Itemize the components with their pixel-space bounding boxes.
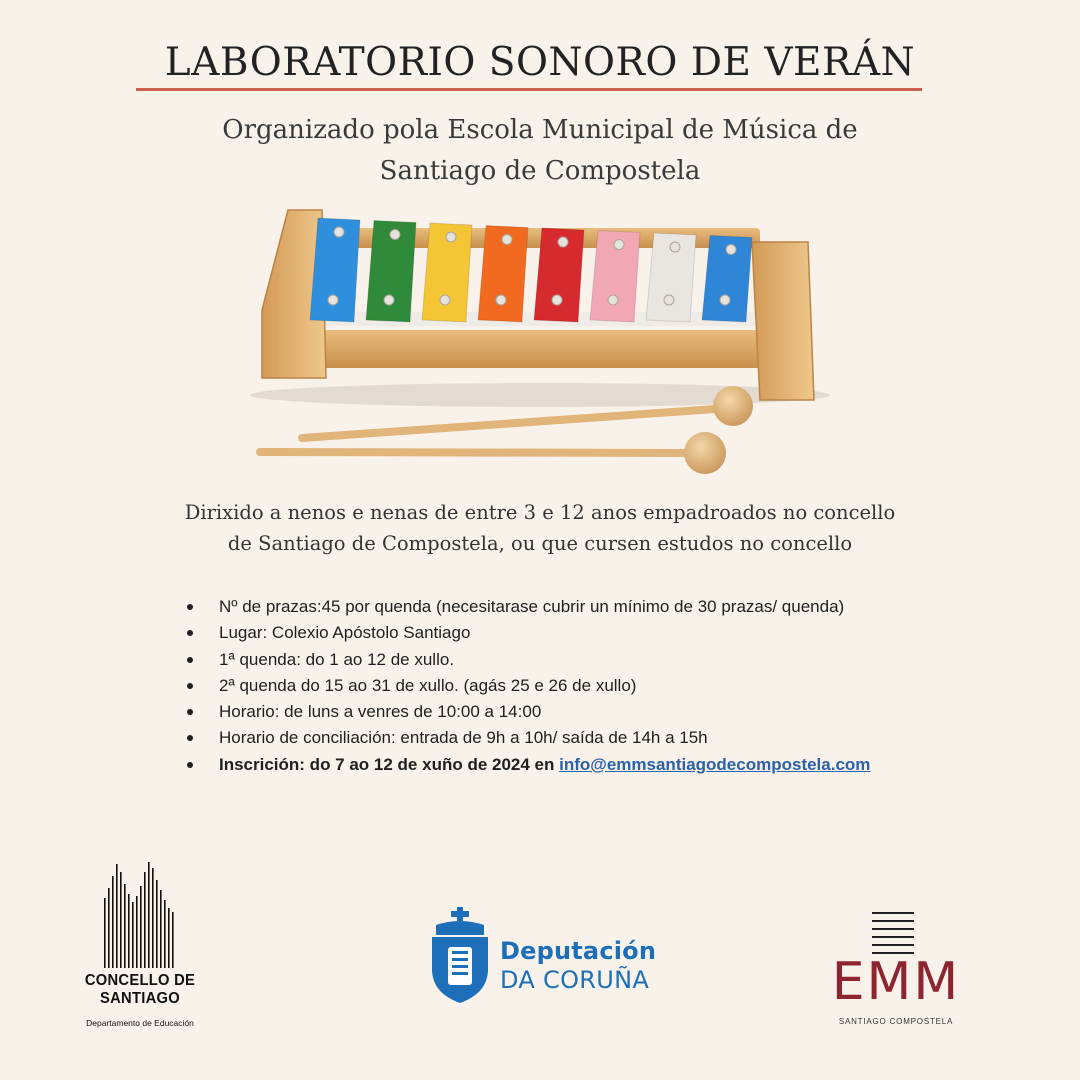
- mallet-stick-2: [260, 452, 702, 453]
- concello-spire: [108, 888, 110, 968]
- list-item-text: Horario de conciliación: entrada de 9h a 10h/ saída de 14h a 15h: [219, 728, 708, 748]
- concello-spire: [144, 872, 146, 968]
- bar-nail: [552, 295, 562, 305]
- emm-logo-text: EMM: [831, 952, 961, 1012]
- concello-spire: [128, 894, 130, 968]
- list-item-text: 2ª quenda do 15 ao 31 de xullo. (agás 25 e 26 de xullo): [219, 675, 637, 695]
- concello-spire: [140, 886, 142, 968]
- concello-spire: [152, 868, 154, 968]
- bar-nail: [384, 295, 394, 305]
- bar-nail: [446, 232, 456, 242]
- bar-nail: [558, 237, 568, 247]
- concello-spire: [124, 884, 126, 968]
- emm-lines-icon: [872, 910, 914, 955]
- mallet-head-1: [713, 386, 753, 426]
- bar-nail: [664, 295, 674, 305]
- emm-subtitle: SANTIAGO COMPOSTELA: [838, 1017, 954, 1026]
- bar-nail: [440, 295, 450, 305]
- bar-nail: [614, 240, 624, 250]
- list-item: [187, 725, 1027, 751]
- bullet-icon: [187, 709, 193, 715]
- concello-name: [64, 972, 216, 1008]
- list-item: [187, 673, 1027, 699]
- bar-nail: [328, 295, 338, 305]
- subtitle-line-2: Santiago de Compostela: [379, 156, 701, 186]
- bullet-icon: [187, 604, 193, 610]
- concello-spire: [116, 864, 118, 968]
- right-end-block: [752, 242, 814, 400]
- list-item: [187, 620, 1027, 646]
- bar-nail: [608, 295, 618, 305]
- concello-spire: [104, 898, 106, 968]
- intro-line-1: Dirixido a nenos e nenas de entre 3 e 12 anos empadroados no concello: [184, 501, 896, 524]
- concello-department: Departamento de Educación: [86, 1018, 194, 1028]
- list-item-text: Nº de prazas:45 por quenda (necesitarase cubrir un mínimo de 30 prazas/ quenda): [219, 597, 845, 616]
- mallet-stick-1: [302, 408, 730, 438]
- concello-spire: [148, 862, 150, 968]
- bullet-icon: [187, 683, 193, 689]
- deputacion-subname: DA CORUÑA: [500, 966, 650, 994]
- concello-spire: [120, 872, 122, 968]
- subtitle-line-1: Organizado pola Escola Municipal de Música de: [222, 115, 858, 145]
- intro-text: [120, 497, 960, 559]
- bullet-icon: [187, 735, 193, 741]
- deputacion-name: Deputación: [500, 937, 657, 965]
- concello-spire: [160, 890, 162, 968]
- list-item-text: Lugar: Colexio Apóstolo Santiago: [219, 623, 471, 643]
- registration-item: [187, 752, 1027, 778]
- bar-nail: [726, 245, 736, 255]
- subtitle: [140, 110, 940, 192]
- concello-line-1: CONCELLO DE: [84, 972, 196, 989]
- concello-spire: [112, 876, 114, 968]
- registration-email-link[interactable]: info@emmsantiagodecompostela.com: [559, 754, 871, 774]
- deputacion-shield-icon: [428, 905, 492, 1005]
- concello-spire: [164, 900, 166, 968]
- list-item-text: Horario: de luns a venres de 10:00 a 14:00: [219, 702, 542, 722]
- concello-spire: [172, 912, 174, 968]
- concello-spire: [156, 880, 158, 968]
- xylophone-icon: [240, 200, 840, 490]
- bullet-icon: [187, 657, 193, 663]
- bullet-icon: [187, 630, 193, 636]
- concello-spire: [168, 908, 170, 968]
- bullet-icon: [187, 762, 193, 768]
- xylophone-base: [280, 330, 800, 368]
- page-title: LABORATORIO SONORO DE VERÁN: [164, 40, 916, 85]
- bar-nail: [334, 227, 344, 237]
- concello-line-2: SANTIAGO: [99, 990, 181, 1007]
- list-item-text: 1ª quenda: do 1 ao 12 de xullo.: [219, 649, 455, 669]
- list-item: [187, 647, 1027, 673]
- bar-nail: [496, 295, 506, 305]
- bar-nail: [720, 295, 730, 305]
- title-underline: [136, 88, 922, 91]
- bar-nail: [390, 230, 400, 240]
- mallet-head-2: [684, 432, 726, 474]
- concello-spire: [136, 896, 138, 968]
- concello-spire: [132, 902, 134, 968]
- bar-nail: [670, 242, 680, 252]
- list-item: [187, 699, 1027, 725]
- registration-label: Inscrición: do 7 ao 12 de xuño de 2024 en: [219, 754, 560, 774]
- list-item: [187, 594, 1027, 620]
- intro-line-2: de Santiago de Compostela, ou que cursen estudos no concello: [227, 532, 853, 555]
- bar-nail: [502, 235, 512, 245]
- details-list: [187, 594, 1027, 778]
